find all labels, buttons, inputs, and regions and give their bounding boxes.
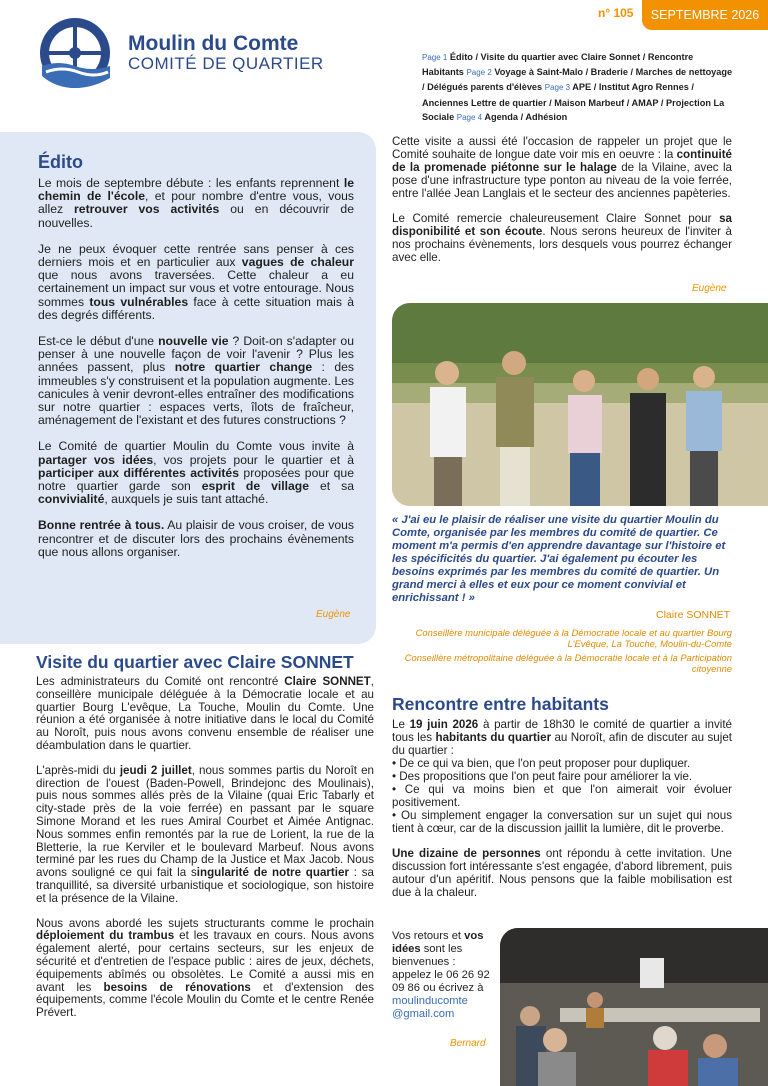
paragraph (36, 918, 374, 1020)
text-run: de la Vilaine, avec la pose d'une infrastructure type ponton au niveau de la voie ferrée, entre l'allée Jean Langlais et le secteur des anciennes papèteries. (392, 161, 733, 200)
text-run: ou en découvrir de nouvelles. (38, 202, 354, 230)
paragraph (38, 335, 354, 427)
paragraph (392, 847, 732, 899)
contact-text: Vos retours et (392, 930, 462, 942)
contact-phone: 06 26 92 09 86 (392, 969, 490, 994)
emphasis-text: Bonne rentrée à tous. (38, 518, 165, 533)
emphasis-text: participer aux différentes activités (38, 465, 239, 480)
visit-body (36, 676, 374, 1032)
paragraph (36, 676, 374, 753)
toc-page-label: Page 3 (544, 83, 571, 93)
paragraph (392, 718, 732, 757)
emphasis-text: esprit de village (201, 479, 310, 494)
emphasis-text: notre quartier change (174, 360, 313, 375)
contact-block (392, 930, 496, 1021)
toc-page-label: Page 2 (466, 68, 492, 78)
meeting-photo (500, 928, 768, 1086)
text-run: Les administrateurs du Comité ont rencontré (36, 675, 285, 688)
text-run: Le Comité remercie chaleureusement Claire Sonnet pour (392, 212, 720, 225)
visit-title: Visite du quartier avec Claire SONNET (36, 652, 354, 672)
paragraph (38, 440, 354, 506)
emphasis-text: partager vos idées (38, 452, 154, 467)
paragraph (38, 519, 354, 559)
text-run: ont répondu à cette invitation. Une discussion fort intéressante s'est engagée, d'abord librement, puis autour d'un apéritif. Nous pensons que la faible mobilisation est due à la chaleur. (392, 847, 732, 899)
text-run: et sa (309, 479, 355, 494)
toc-items: Voyage à Saint-Malo / Braderie / Marches de nettoyage / Délégués parents d'élèves (422, 67, 733, 93)
contact-text: sont les bienvenues : appelez le (392, 943, 463, 981)
emphasis-text: le chemin de l'école (38, 176, 354, 204)
emphasis-text: convivialité (38, 492, 105, 507)
text-run: : sa tranquillité, sa diversité urbanistique et sociologique, son histoire et la présence de la Vilaine. (36, 866, 374, 905)
emphasis-text: Une dizaine de personnes (392, 847, 541, 860)
text-run: et les travaux en cours. Nous avons également alerté, pour certains secteurs, sur les enjeux de sécurité et d'entretien de l'espace public : aires de jeux, déchets, équipements abîmés ou obsolètes. Le Comité a aussi mis en avant les (36, 929, 374, 994)
quote-text: « J'ai eu le plaisir de réaliser une visite du quartier Moulin du Comte, organisée par les membres du comité de quartier. Ce moment m'a permis d'en apprendre davantage sur l'histoire et les spécificités du quartier. J'ai également pu écouter les besoins exprimés par les membres du comité de quartier. Un grand merci à elles et eux pour ce moment convivial et enrichissant ! » (392, 514, 726, 604)
emphasis-text: habitants du quartier (435, 731, 552, 744)
text-run: , vos projets pour le quartier et à (153, 452, 354, 467)
bullet-item: • De ce qui va bien, que l'on peut proposer pour dupliquer. (392, 757, 691, 770)
windmill-logo-icon (38, 16, 112, 90)
issue-number: n° 105 (598, 6, 634, 20)
text-run: L'après-midi du (36, 763, 120, 777)
text-run: ? Doit-on s'adapter ou penser à une nouvelle façon de voir l'avenir ? Plus les années passent, plus (38, 334, 354, 375)
emphasis-text: déploiement du trambus (36, 929, 175, 943)
quote-role: Conseillère municipale déléguée à la Démocratie locale et au quartier Bourg L'Evêque, La Touche, Moulin-du-Comte (415, 627, 732, 649)
toc-items: APE / Institut Agro Rennes / Anciennes Lettre de quartier / Maison Marbeuf / AMAP / Projection La Sociale (422, 82, 725, 122)
bullet-item: • Des propositions que l'on peut faire pour améliorer la vie. (392, 770, 693, 783)
contact-text: vos idées (392, 930, 484, 955)
emphasis-text: jeudi 2 juillet (119, 763, 192, 777)
emphasis-text: sa disponibilité et son écoute (392, 212, 732, 238)
text-run: Le (392, 718, 410, 731)
quote-role: Conseillère métropolitaine déléguée à la Démocratie locale et à la Participation citoyenne (404, 652, 732, 674)
edito-title: Édito (38, 152, 83, 172)
emphasis-text: vagues de chaleur (241, 255, 354, 270)
emphasis-text: besoins de rénovations (103, 980, 251, 994)
visit-continued (392, 135, 732, 276)
text-run: Au plaisir de vous croiser, de vous rencontrer et de discuter lors des prochains évènements que nous allons organiser. (38, 518, 354, 559)
text-run: . Nous serons heureux de l'inviter à nos prochains évènements, lors desquels vous pourrez échanger avec elle. (392, 225, 732, 264)
paragraph (38, 243, 354, 322)
text-run: et d'extension des équipements, comme l'école Moulin du Comte et le centre Renée Prévert. (36, 980, 374, 1020)
text-run: Nous avons abordé les sujets structurants comme le prochain (36, 916, 374, 930)
paragraph (36, 765, 374, 906)
toc-items: Édito / Visite du quartier avec Claire Sonnet / Rencontre Habitants (422, 52, 694, 78)
text-run: Cette visite a aussi été l'occasion de rappeler un projet que le Comité souhaite de longue date voir mis en oeuvre : la (392, 135, 732, 161)
meeting-title: Rencontre entre habitants (392, 694, 609, 714)
toc-page-label: Page 1 (422, 53, 448, 62)
bullet-item: • Ce qui va moins bien et que l'on aimerait voir évoluer positivement. (392, 783, 732, 809)
edito-body (38, 177, 354, 572)
text-run: à partir de 18h30 le comité de quartier a invité tous les (392, 718, 732, 744)
quote-author: Claire SONNET (656, 609, 731, 621)
contact-signature: Bernard (450, 1038, 486, 1049)
text-run: Je ne peux évoquer cette rentrée sans penser à ces derniers mois et en particulier aux (38, 241, 354, 270)
brand-subtitle: COMITÉ DE QUARTIER (128, 54, 324, 73)
text-run: Le mois de septembre débute : les enfants reprennent (38, 176, 344, 190)
toc-page-label: Page 4 (456, 112, 483, 122)
issue-month: SEPTEMBRE 2026 (642, 0, 768, 30)
emphasis-text: Claire SONNET (284, 675, 371, 688)
text-run: , nous sommes partis du Noroît en direction de l'ouest (Baden-Powell, Brindejonc des Moulinais), puis nous sommes allés près de la Vilaine (quai Eric Tabarly et city-stade près de la voie ferrée) en passant par le square Simone Morand et les rues Amiral Courbet et Aimée Antignac. Nous sommes enfin remontés par la rue de Lorient, la rue de la Bletterie, la rue Kerviler et le boulevard Marbeuf. Nous avons terminé par les rues du Champ de la Justice et Max Jacob. Nous avons souligné ce qui fait la s (36, 763, 374, 880)
text-run: , conseillère municipale déléguée à la Démocratie locale et au quartier Bourg L'evêque, La Touche, Moulin du Comte. Une réunion a été organisée à notre initiative dans le local du Comité au Noroît, puis nous avons convenu ensemble de réaliser une déambulation dans le quartier. (36, 675, 374, 752)
edito-signature: Eugène (316, 609, 351, 620)
emphasis-text: 19 juin 2026 (409, 718, 479, 731)
text-run: que nous avons traversées. Cette chaleur a eu certainement un impact sur vous et votre entourage. Nous sommes (38, 268, 354, 309)
table-of-contents (422, 50, 734, 125)
meeting-body (392, 718, 732, 911)
toc-items: Agenda / Adhésion (484, 111, 568, 122)
text-run: : des immeubles s'y construisent et la population augmente. Les canicules à venir devront-elles entraîner des modifications sur notre quartier : espaces verts, îlots de fraîcheur, aménagement de l'existant et des futures constructions ? (38, 360, 354, 428)
contact-text: ou écrivez à (423, 982, 484, 994)
text-run: face à cette situation mais à des degrés différents. (38, 294, 354, 322)
contact-email-link[interactable]: moulinducomte @gmail.com (392, 995, 468, 1020)
text-run: proposées pour que notre quartier garde son (38, 465, 354, 494)
text-run: au Noroît, afin de discuter au sujet du quartier : (392, 731, 732, 757)
paragraph (38, 177, 354, 230)
text-run: Le Comité de quartier Moulin du Comte vous invite à (38, 439, 354, 454)
brand-title: Moulin du Comte (128, 32, 299, 55)
paragraph (392, 212, 732, 264)
text-run: Est-ce le début d'une (38, 334, 159, 349)
text-run: , auxquels je suis tant attaché. (104, 492, 269, 507)
visit-signature: Eugène (692, 283, 727, 294)
emphasis-text: ingularité de notre quartier (196, 866, 349, 880)
emphasis-text: tous vulnérables (89, 294, 189, 309)
text-run: , et pour nombre d'entre vous, vous allez (38, 189, 354, 217)
emphasis-text: retrouver vos activités (74, 202, 220, 217)
group-photo (392, 303, 768, 506)
emphasis-text: continuité de la promenade piétonne sur le halage (392, 148, 732, 174)
paragraph (392, 135, 732, 200)
emphasis-text: nouvelle vie (158, 334, 229, 349)
bullet-item: • Ou simplement engager la conversation sur un sujet qui nous tient à cœur, car de la discussion jaillit la lumière, dit le proverbe. (392, 809, 732, 835)
